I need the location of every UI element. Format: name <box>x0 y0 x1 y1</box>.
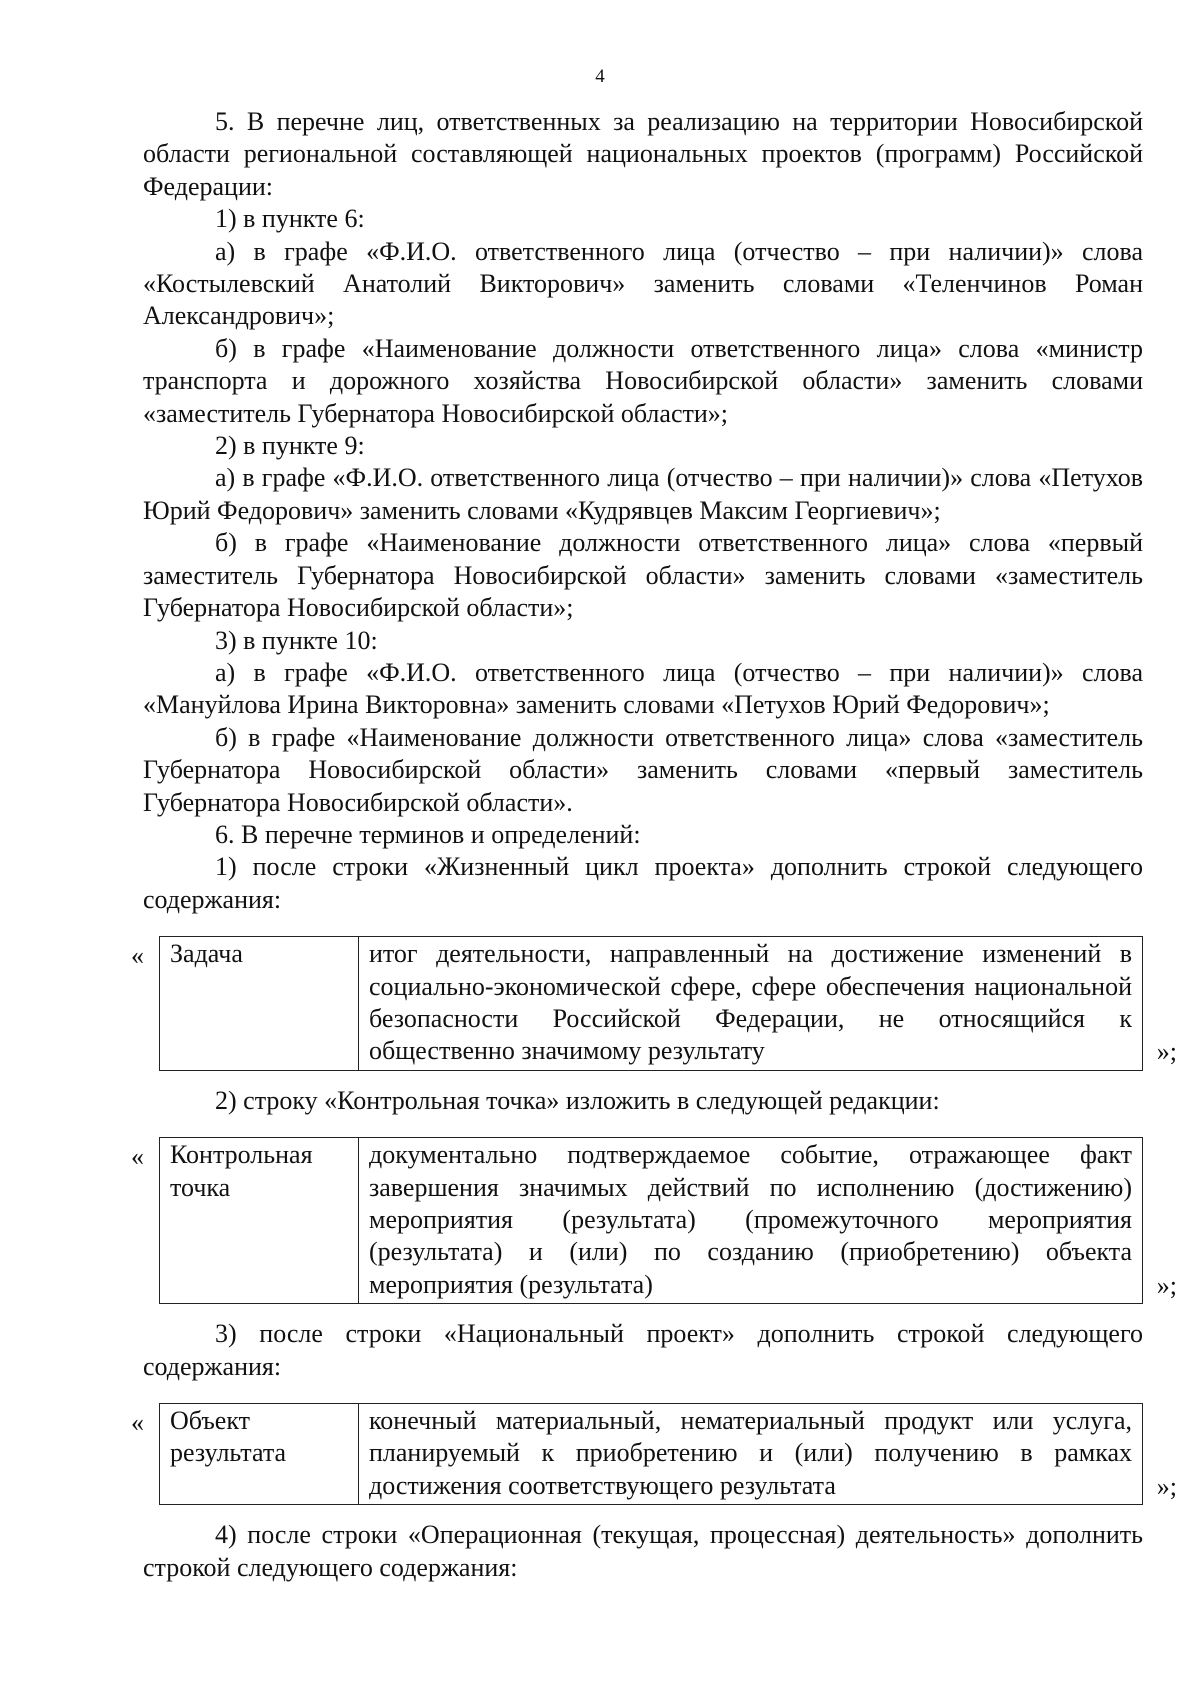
paragraph: 4) после строки «Операционная (текущая, процессная) деятельность» дополнить строкой следующего содержания: <box>143 1520 1143 1582</box>
term-cell: Объект результата <box>160 1404 359 1505</box>
paragraph: 2) в пункте 9: <box>215 431 365 461</box>
definition-cell: конечный материальный, нематериальный продукт или услуга, планируемый к приобретению и (или) получению в рамках достижения соответствующего результата <box>359 1404 1143 1505</box>
paragraph: а) в графе «Ф.И.О. ответственного лица (отчество – при наличии)» слова «Мануйлова Ирина Викторовна» заменить словами «Петухов Юрий Федорович»; <box>143 657 1143 720</box>
paragraph: б) в графе «Наименование должности ответственного лица» слова «первый заместитель Губернатора Новосибирской области» заменить словами «заместитель Губернатора Новосибирской области»; <box>143 528 1143 623</box>
term-table-result-object <box>131 1403 1177 1505</box>
paragraph: 6. В перечне терминов и определений: <box>215 819 641 849</box>
paragraph: а) в графе «Ф.И.О. ответственного лица (отчество – при наличии)» слова «Петухов Юрий Федорович» заменить словами «Кудрявцев Максим Георгиевич»; <box>143 463 1143 525</box>
paragraph: б) в графе «Наименование должности ответственного лица» слова «заместитель Губернатора Новосибирской области» заменить словами «первый заместитель Губернатора Новосибирской области». <box>143 722 1143 817</box>
document-body <box>131 106 1177 1584</box>
close-quote: »; <box>1156 1037 1177 1067</box>
open-quote: « <box>131 1142 144 1172</box>
table-row <box>160 937 1143 1071</box>
paragraph: 3) после строки «Национальный проект» дополнить строкой следующего содержания: <box>143 1319 1143 1381</box>
definition-table <box>159 1403 1143 1505</box>
paragraph: 1) в пункте 6: <box>215 204 365 234</box>
term-cell: Задача <box>160 937 359 1071</box>
definition-table <box>159 936 1143 1071</box>
close-quote: »; <box>1156 1471 1177 1501</box>
term-table-control-point <box>131 1137 1177 1304</box>
definition-table <box>159 1137 1143 1304</box>
paragraph: 1) после строки «Жизненный цикл проекта» дополнить строкой следующего содержания: <box>143 852 1143 914</box>
term-table-zadacha <box>131 936 1177 1071</box>
open-quote: « <box>131 1408 144 1438</box>
page-number: 4 <box>595 66 605 87</box>
definition-cell: документально подтверждаемое событие, отражающее факт завершения значимых действий по исполнению (достижению) мероприятия (результата) (промежуточного мероприятия (результата) и (или) по созданию (приобретению) объекта мероприятия (результата) <box>359 1138 1143 1304</box>
definition-cell: итог деятельности, направленный на достижение изменений в социально-экономической сфере, сфере обеспечения национальной безопасности Российской Федерации, не относящийся к общественно значимому результату <box>359 937 1143 1071</box>
paragraph: 2) строку «Контрольная точка» изложить в следующей редакции: <box>215 1085 940 1115</box>
open-quote: « <box>131 941 144 971</box>
paragraph: 5. В перечне лиц, ответственных за реализацию на территории Новосибирской области региональной составляющей национальных проектов (программ) Российской Федерации: <box>143 107 1143 201</box>
close-quote: »; <box>1156 1270 1177 1300</box>
paragraph: 3) в пункте 10: <box>215 625 378 655</box>
table-row <box>160 1404 1143 1505</box>
paragraph: а) в графе «Ф.И.О. ответственного лица (отчество – при наличии)» слова «Костылевский Анатолий Викторович» заменить словами «Теленчинов Роман Александрович»; <box>143 236 1143 331</box>
term-cell: Контрольная точка <box>160 1138 359 1304</box>
paragraph: б) в графе «Наименование должности ответственного лица» слова «министр транспорта и дорожного хозяйства Новосибирской области» заменить словами «заместитель Губернатора Новосибирской области»; <box>143 333 1143 428</box>
table-row <box>160 1138 1143 1304</box>
